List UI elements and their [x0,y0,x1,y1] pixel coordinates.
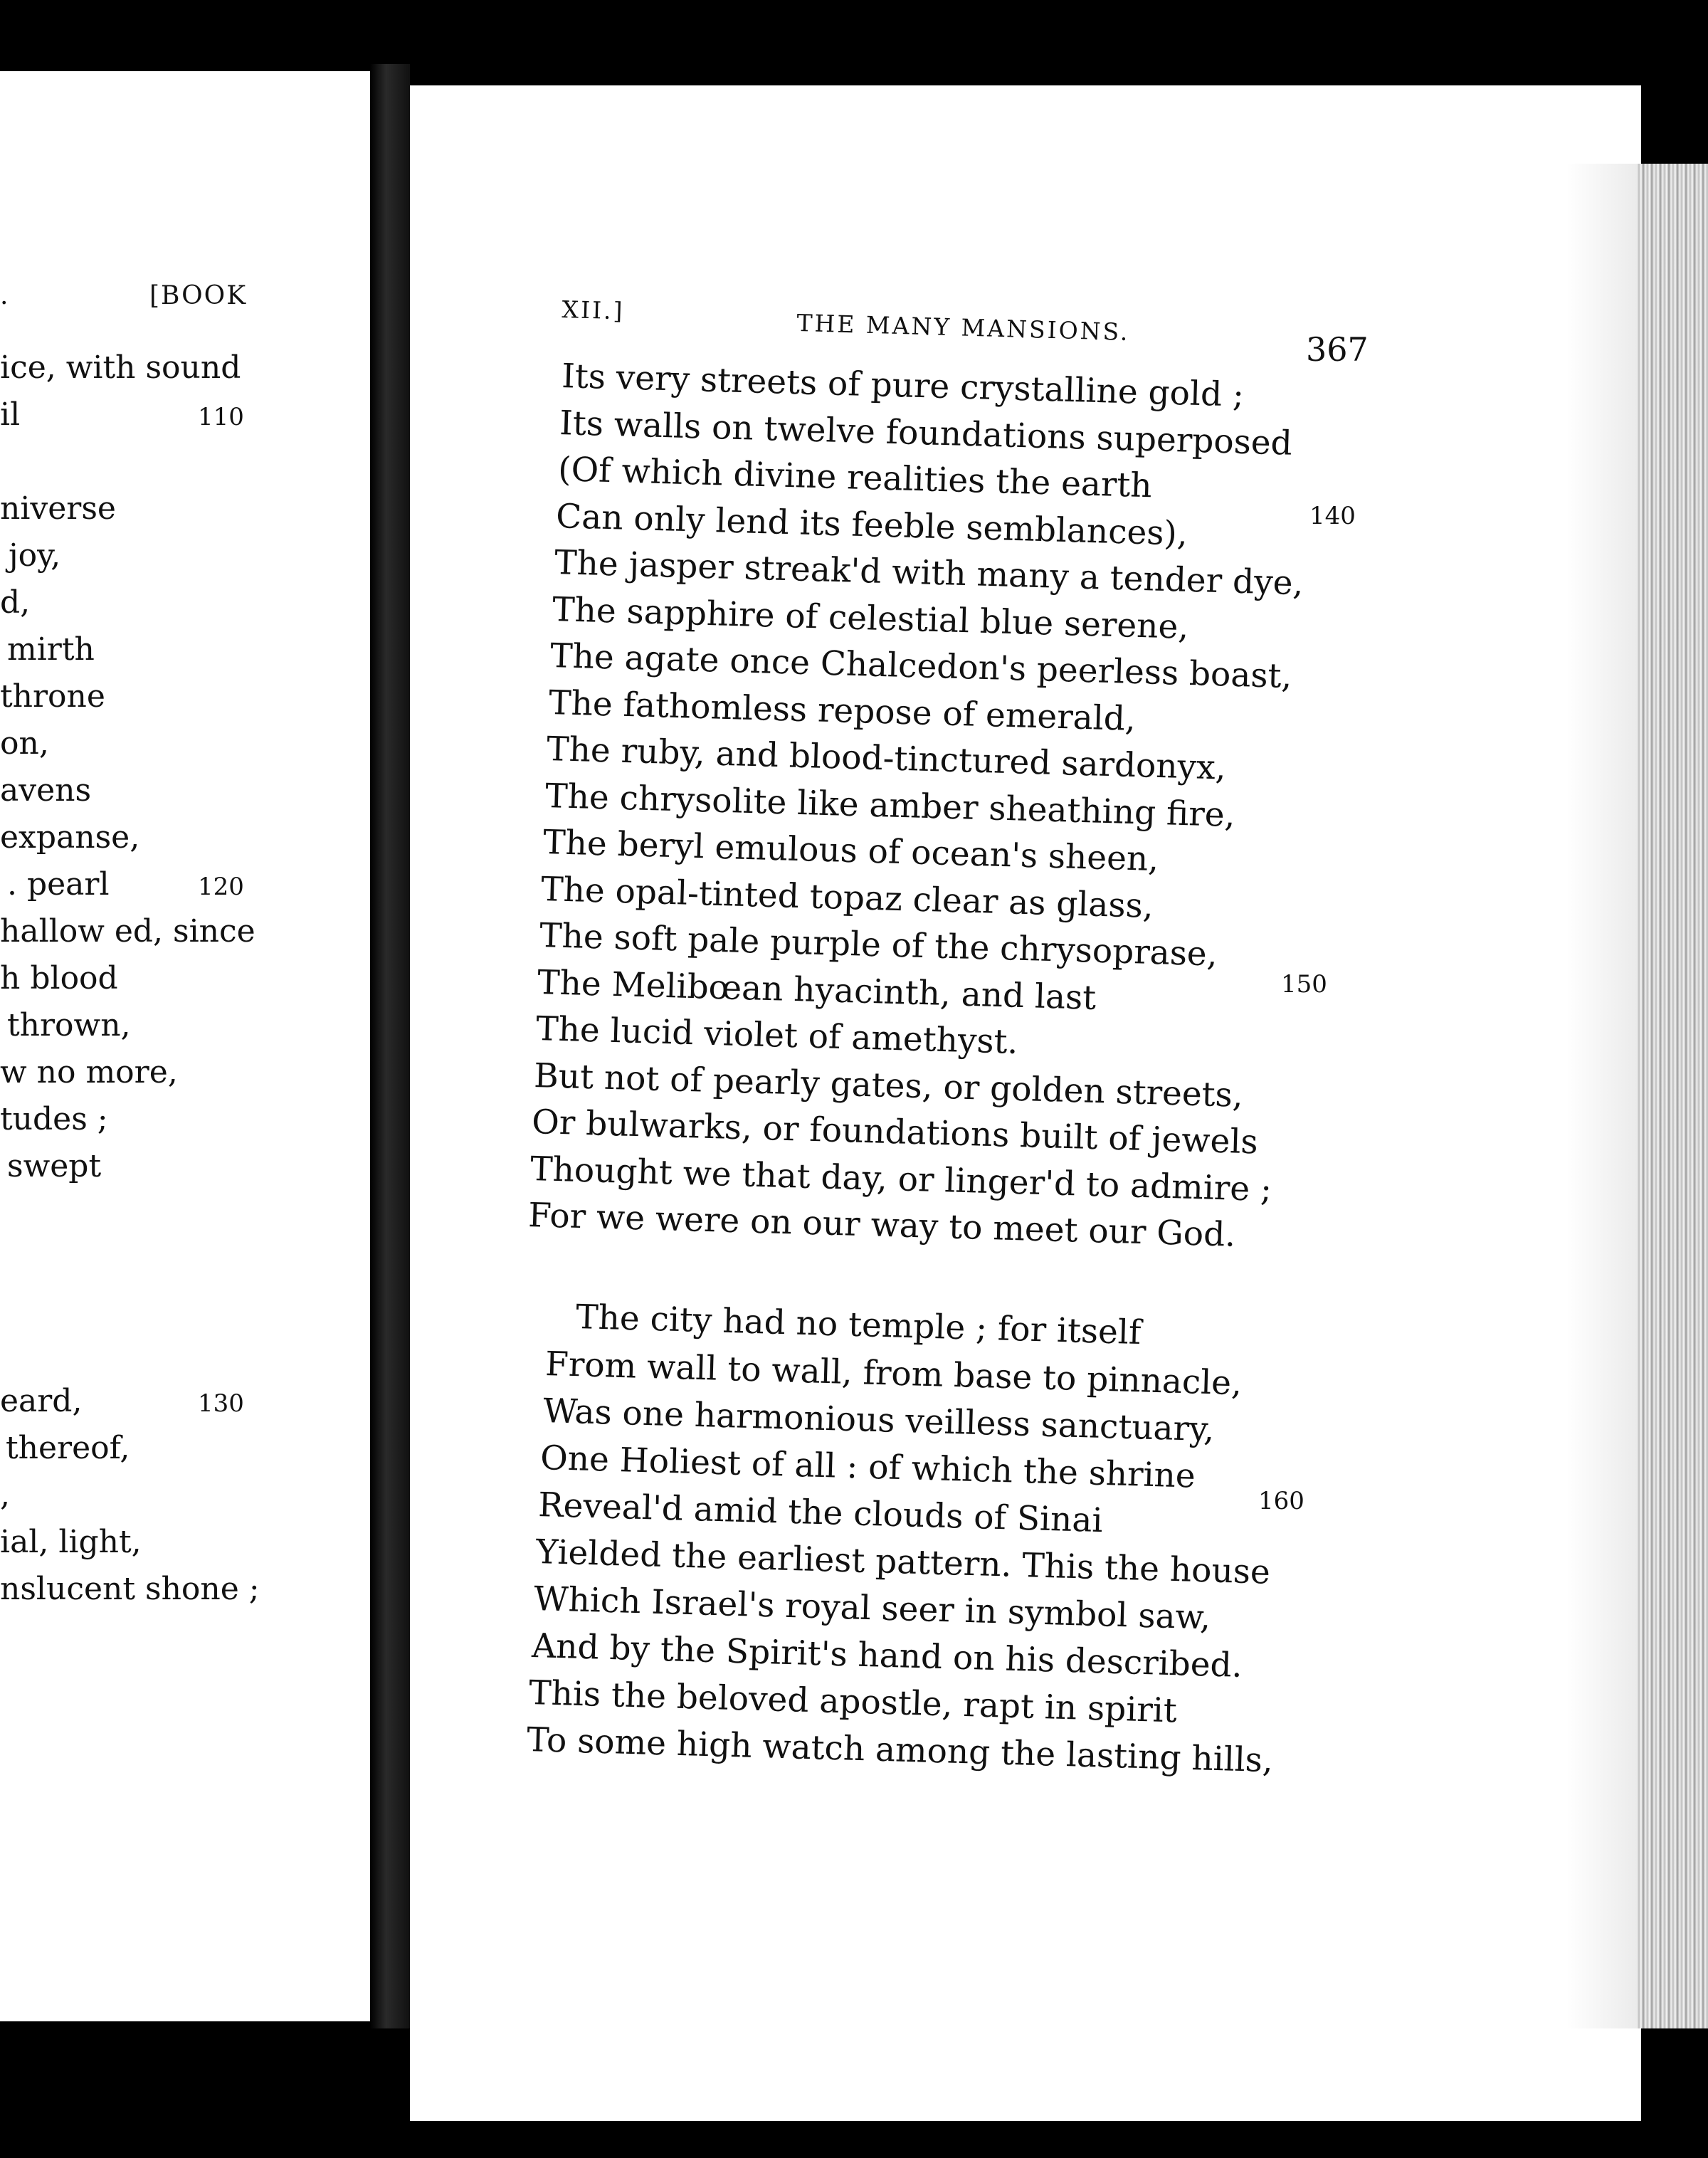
verse-line: Its walls on twelve foundations superposed [559,403,1293,463]
book-gutter [370,64,410,2028]
verse-line: The soft pale purple of the chrysoprase, [539,916,1218,974]
verse-line: The jasper streak'd with many a tender dye, [554,543,1304,604]
left-verse-line: swept [7,1148,102,1184]
running-head-section: XII.] [561,295,625,325]
left-page-content [0,0,370,2158]
verse-line: But not of pearly gates, or golden streets, [533,1056,1244,1115]
left-line-number: 110 [198,403,244,431]
verse-line: The city had no temple ; for itself [575,1298,1142,1353]
verse-line: (Of which divine realities the earth [557,450,1153,506]
verse-line: The fathomless repose of emerald, [548,683,1137,739]
verse-line: Its very streets of pure crystalline gold ; [561,357,1245,415]
left-verse-line: joy, [9,537,61,574]
line-number: 150 [1281,970,1327,999]
left-verse-line: mirth [7,631,95,668]
left-running-head-mark: . [0,281,10,310]
verse-line: The beryl emulous of ocean's sheen, [542,823,1159,880]
verse-line: Was one harmonious veilless sanctuary, [542,1391,1215,1450]
line-number: 160 [1258,1487,1304,1515]
left-verse-line: throne [0,678,105,715]
left-running-head-book: [BOOK [149,281,248,310]
line-number: 140 [1309,502,1356,530]
verse-line: Reveal'd amid the clouds of Sinai [537,1485,1104,1541]
left-verse-line: il [0,396,21,433]
verse-line: Yielded the earliest pattern. This the house [535,1532,1271,1592]
verse-line: Can only lend its feeble semblances), [555,496,1188,554]
left-verse-line: thrown, [7,1007,131,1043]
left-verse-line: w no more, [0,1054,178,1090]
left-verse-line: thereof, [6,1430,130,1466]
verse-line: The lucid violet of amethyst. [535,1009,1018,1062]
left-verse-line: tudes ; [0,1101,108,1137]
verse-line: The opal-tinted topaz clear as glass, [540,869,1154,926]
verse-line: Which Israel's royal seer in symbol saw, [533,1579,1211,1638]
left-line-number: 120 [198,873,244,901]
page-edges [1637,164,1708,2028]
left-verse-line: nslucent shone ; [0,1571,260,1607]
page-edge-shadow [1566,164,1637,2028]
running-head-title: THE MANY MANSIONS. [796,309,1131,347]
verse-line: And by the Spirit's hand on his described. [531,1626,1243,1685]
left-line-number: 130 [198,1389,244,1418]
verse-line: The sapphire of celestial blue serene, [552,589,1190,647]
left-verse-line: hallow ed, since [0,913,255,949]
verse-line: This the beloved apostle, rapt in spirit [528,1673,1178,1731]
verse-line: To some high watch among the lasting hills, [526,1720,1274,1781]
verse-line: The agate once Chalcedon's peerless boast, [549,636,1293,697]
right-page [410,85,1641,2121]
left-verse-line: . pearl [7,866,110,902]
left-verse-line: eard, [0,1383,83,1419]
verse-line: The Melibœan hyacinth, and last [537,962,1097,1018]
left-verse-line: avens [0,772,92,809]
verse-line: The chrysolite like amber sheathing fire, [544,776,1235,835]
left-verse-line: d, [0,584,31,621]
left-verse-line: expanse, [0,819,140,856]
left-verse-line: ial, light, [0,1524,142,1560]
left-verse-line: h blood [0,960,118,996]
verse-line: The ruby, and blood-tinctured sardonyx, [546,730,1227,788]
verse-line: One Holiest of all : of which the shrine [539,1438,1196,1496]
verse-line: Thought we that day, or linger'd to admire ; [529,1149,1272,1209]
left-verse-line: , [0,1477,10,1513]
page-number: 367 [1306,330,1369,369]
left-verse-line: on, [0,725,49,762]
left-verse-line: ice, with sound [0,349,241,386]
left-verse-line: niverse [0,490,116,527]
verse-line: For we were on our way to meet our God. [527,1196,1237,1255]
verse-line: From wall to wall, from base to pinnacle, [544,1344,1243,1404]
verse-line: Or bulwarks, or foundations built of jewels [531,1102,1259,1162]
